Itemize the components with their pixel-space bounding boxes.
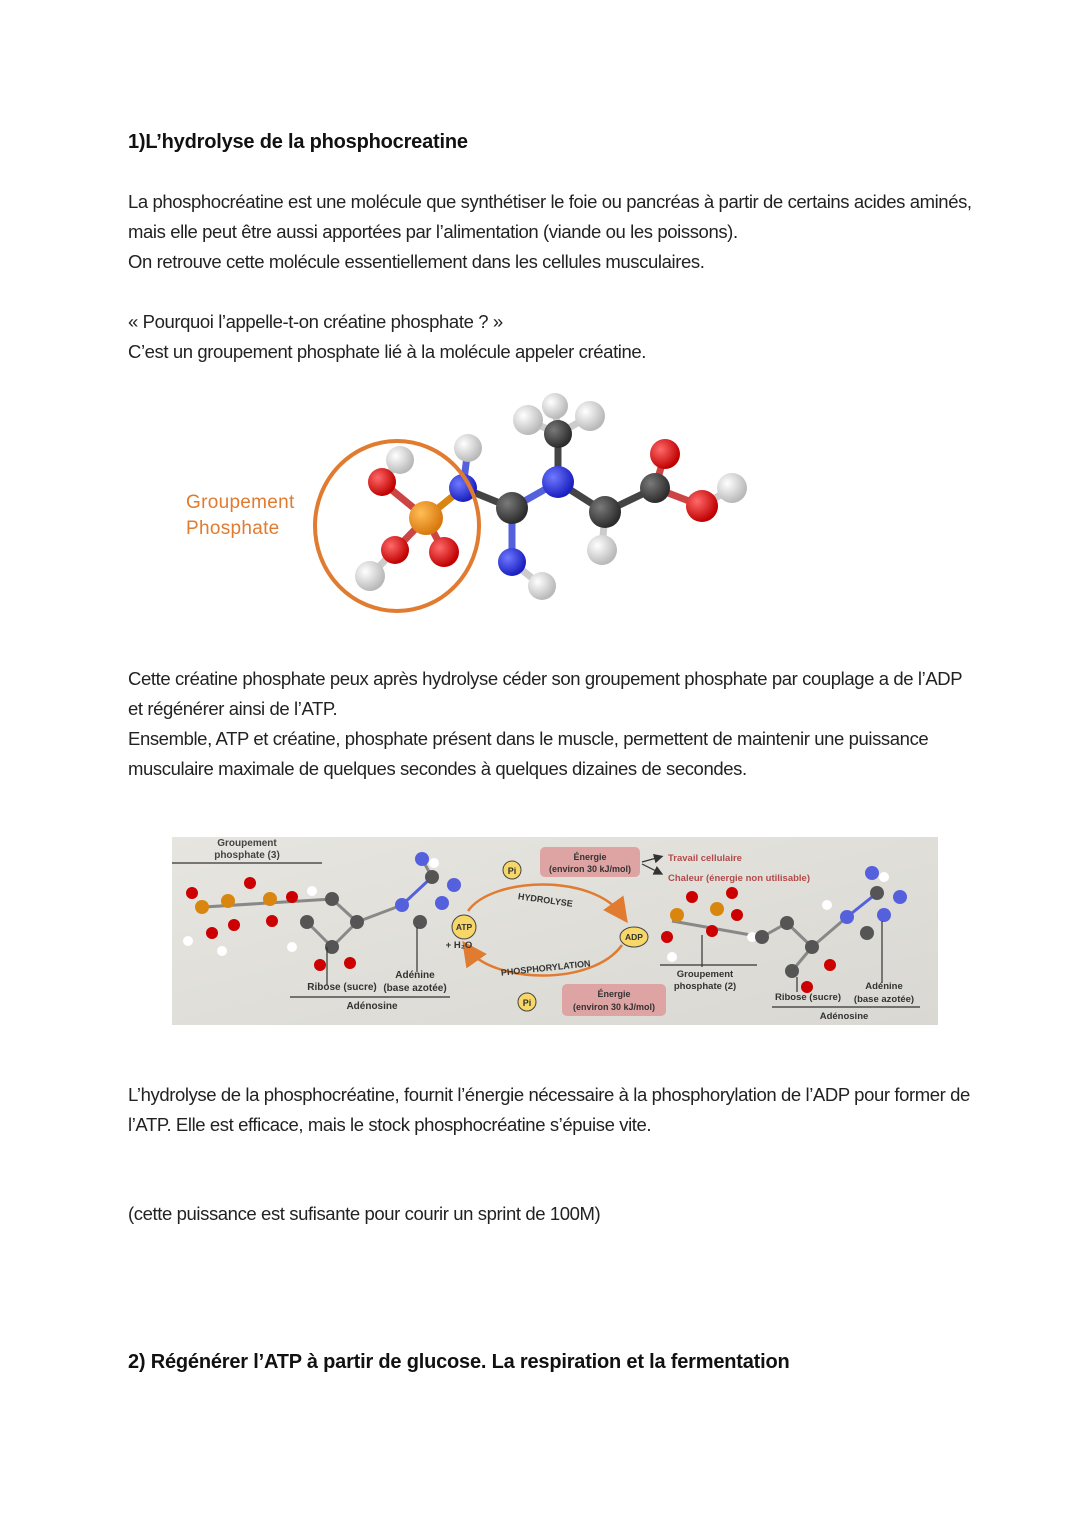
hydrolyse-label: HYDROLYSE bbox=[517, 891, 574, 909]
adenosine-right-label: Adénosine bbox=[819, 1011, 869, 1022]
text-line: Cette créatine phosphate peux après hydrolyse céder son groupement phosphate par couplage a de l’ADP bbox=[128, 668, 963, 689]
energy-bottom-label-2: (environ 30 kJ/mol) bbox=[572, 1002, 656, 1012]
adp-badge: ADP bbox=[625, 932, 643, 942]
pi-bottom-badge: Pi bbox=[522, 998, 532, 1008]
energy-top-label: Énergie bbox=[573, 852, 607, 862]
adenosine-left-label: Adénosine bbox=[346, 1001, 398, 1012]
text-line: (cette puissance est sufisante pour courir un sprint de 100M) bbox=[128, 1203, 601, 1224]
text-line: L’hydrolyse de la phosphocréatine, fournit l’énergie nécessaire à la phosphorylation de l’ADP pour former de bbox=[128, 1084, 970, 1105]
creatine-phosphate-molecule bbox=[300, 390, 770, 625]
atp-adp-cycle-diagram bbox=[172, 837, 938, 1025]
phosphate3-label: Groupement bbox=[217, 838, 277, 849]
text-line: La phosphocréatine est une molécule que synthétiser le foie ou pancréas à partir de certains acides aminés, bbox=[128, 191, 972, 212]
travail-label: Travail cellulaire bbox=[668, 853, 742, 864]
adenine-left-label-2: (base azotée) bbox=[383, 983, 447, 994]
phosphate2-label-2: phosphate (2) bbox=[673, 981, 737, 992]
phosphate3-label-2: phosphate (3) bbox=[214, 850, 280, 861]
text-line: mais elle peut être aussi apportées par l’alimentation (viande ou les poissons). bbox=[128, 221, 738, 242]
text-line: On retrouve cette molécule essentiellement dans les cellules musculaires. bbox=[128, 251, 705, 272]
pi-top-badge: Pi bbox=[507, 866, 517, 876]
conclusion-paragraph bbox=[128, 1080, 968, 1140]
section1-heading: 1)L’hydrolyse de la phosphocreatine bbox=[128, 131, 468, 153]
energy-top-label-2: (environ 30 kJ/mol) bbox=[548, 864, 632, 874]
chaleur-label: Chaleur (énergie non utilisable) bbox=[668, 873, 810, 884]
phosphorylation-label: PHOSPHORYLATION bbox=[500, 958, 591, 978]
adenine-right-label-2: (base azotée) bbox=[853, 994, 915, 1005]
h2o-label: + H₂O bbox=[445, 940, 473, 951]
phosphate-group-label: Groupement Phosphate bbox=[186, 492, 295, 539]
phosphate2-label: Groupement bbox=[676, 969, 734, 980]
hydrolysis-paragraph bbox=[128, 664, 968, 784]
ribose-left-label: Ribose (sucre) bbox=[307, 982, 377, 993]
adenine-right-label: Adénine bbox=[865, 981, 903, 992]
text-line: C’est un groupement phosphate lié à la molécule appeler créatine. bbox=[128, 341, 647, 362]
adenine-left-label: Adénine bbox=[395, 970, 435, 981]
text-line: Ensemble, ATP et créatine, phosphate présent dans le muscle, permettent de maintenir une puissance bbox=[128, 728, 929, 749]
energy-bottom-label: Énergie bbox=[597, 989, 631, 999]
atp-badge: ATP bbox=[455, 922, 473, 932]
text-line: musculaire maximale de quelques secondes à quelques dizaines de secondes. bbox=[128, 758, 747, 779]
note-paragraph bbox=[128, 1199, 968, 1229]
intro-paragraph bbox=[128, 187, 972, 277]
text-line: « Pourquoi l’appelle-t-on créatine phosphate ? » bbox=[128, 311, 503, 332]
text-line: et régénérer ainsi de l’ATP. bbox=[128, 698, 338, 719]
ribose-right-label: Ribose (sucre) bbox=[775, 992, 841, 1003]
text-line: l’ATP. Elle est efficace, mais le stock phosphocréatine s’épuise vite. bbox=[128, 1114, 652, 1135]
question-paragraph bbox=[128, 307, 968, 367]
section2-heading: 2) Régénérer l’ATP à partir de glucose. La respiration et la fermentation bbox=[128, 1351, 790, 1373]
